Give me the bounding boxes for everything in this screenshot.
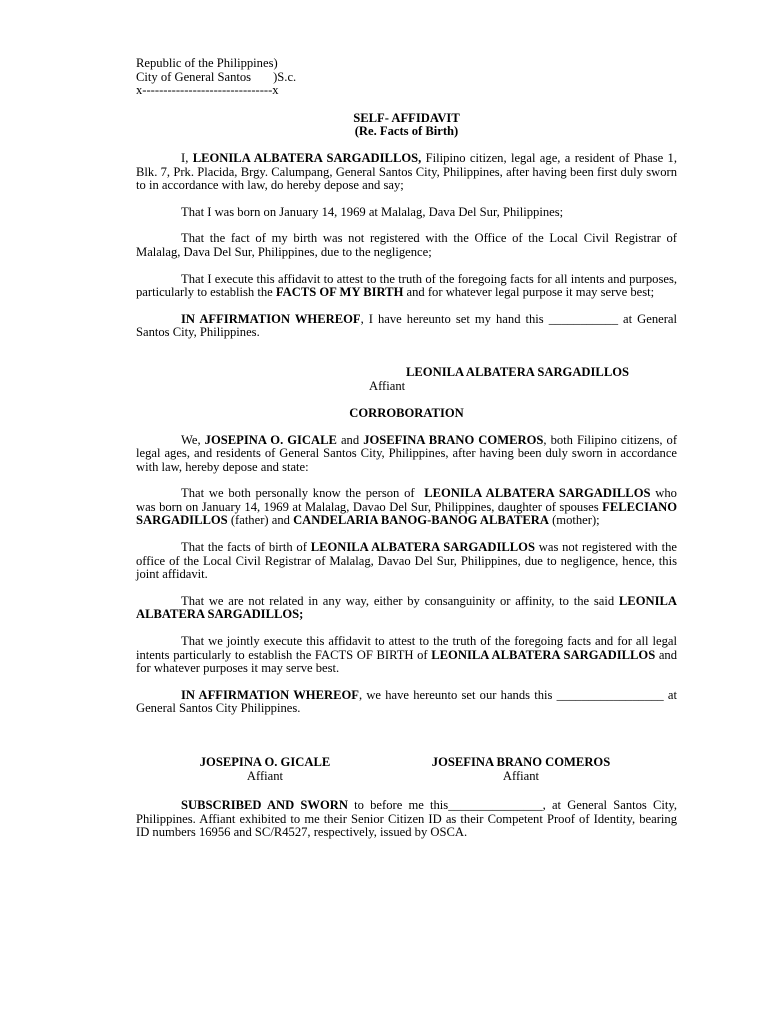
affiant-signature-block	[136, 366, 677, 394]
witness-signature-2	[416, 756, 626, 783]
text: Filipino citizen, legal age, a resident of Phase 1, Blk. 7, Prk. Placida, Brgy. Calumpang, General Santos City, Philippines, after having been first duly sworn to in accordance with law, do hereby depose and say;	[136, 150, 677, 193]
person-name: LEONILA ALBATERA SARGADILLOS	[310, 540, 535, 555]
paragraph-purpose	[136, 273, 677, 300]
witness-signature-name: JOSEPINA O. GICALE	[199, 755, 331, 769]
venue-line-city: City of General Santos )S.c.	[136, 69, 297, 84]
paragraph-not-registered: That the fact of my birth was not registered with the Office of the Local Civil Registrar of Malalag, Dava Del Sur, Philippines, due to the negligence;	[136, 231, 677, 259]
witness-signature-role: Affiant	[246, 768, 284, 783]
corroboration-title: CORROBORATION	[349, 405, 464, 420]
text: (father) and	[227, 513, 294, 528]
corroboration-affirmation	[136, 689, 677, 716]
person-name: LEONILA ALBATERA SARGADILLOS	[424, 486, 651, 501]
venue-line-rule: x-------------------------------x	[136, 83, 279, 98]
corroboration-not-registered	[136, 541, 677, 582]
witness-signature-role: Affiant	[502, 768, 540, 783]
text: and for whatever purposes it may serve best.	[136, 647, 677, 676]
jurat-paragraph	[136, 799, 677, 840]
emphasis: SUBSCRIBED AND SWORN	[181, 798, 348, 812]
witness-signature-name: JOSEFINA BRANO COMEROS	[431, 755, 611, 769]
affiant-name: LEONILA ALBATERA SARGADILLOS,	[192, 150, 422, 165]
text: , I have hereunto set my hand this ___________ at General Santos City, Philippines.	[136, 311, 677, 340]
text: That I execute this affidavit to attest to the truth of the foregoing facts for all intents and purposes, particularly to establish the	[136, 271, 677, 300]
text: and	[336, 432, 364, 447]
text: That we are not related in any way, either by consanguinity or affinity, to the said	[181, 593, 619, 608]
person-name: LEONILA ALBATERA SARGADILLOS;	[136, 593, 677, 622]
document-subtitle: (Re. Facts of Birth)	[354, 124, 459, 139]
text: I,	[181, 150, 193, 165]
text: , we have hereunto set our hands this _________________ at General Santos City Philippines.	[136, 687, 678, 716]
corroboration-intro	[136, 434, 677, 475]
text: (mother);	[548, 513, 600, 528]
text: who was born on January 14, 1969 at Malalag, Davao Del Sur, Philippines, daughter of spouses	[136, 486, 677, 514]
emphasis: IN AFFIRMATION WHEREOF	[181, 311, 361, 326]
affidavit-page	[136, 57, 677, 840]
paragraph-birth: That I was born on January 14, 1969 at Malalag, Dava Del Sur, Philippines;	[181, 204, 564, 219]
text: We,	[181, 432, 205, 447]
paragraph-identity	[136, 152, 677, 193]
text: to before me this_______________, at General Santos City, Philippines. Affiant exhibited to me their Senior Citizen ID as their Competent Proof of Identity, bearing ID numbers 16956 and SC/R4527, respectively, issued by OSCA.	[136, 798, 677, 840]
witness-name: JOSEPINA O. GICALE	[204, 432, 337, 447]
text: , both Filipino citizens, of legal ages, and residents of General Santos City, Philippines, after having been duly sworn in accordance with law, hereby depose and state:	[136, 432, 678, 474]
venue-line-republic: Republic of the Philippines)	[136, 56, 278, 70]
mother-name: CANDELARIA BANOG-BANOG ALBATERA	[293, 513, 549, 528]
venue-header	[136, 57, 677, 98]
text: That we jointly execute this affidavit to attest to the truth of the foregoing facts and for all legal intents particularly to establish the FACTS OF BIRTH of	[136, 634, 677, 662]
document-title: SELF- AFFIDAVIT	[353, 110, 460, 125]
text: That the facts of birth of	[181, 540, 311, 555]
text: and for whatever legal purpose it may serve best;	[403, 285, 655, 300]
affiant-signature-name: LEONILA ALBATERA SARGADILLOS	[406, 364, 630, 379]
text: was not registered with the office of the Local Civil Registrar of Malalag, Davao Del Sur, Philippines, due to negligence, hence, this joint affidavit.	[136, 540, 677, 582]
corroboration-knowledge	[136, 487, 677, 528]
corroboration-not-related	[136, 595, 677, 622]
father-name: FELECIANO SARGADILLOS	[136, 499, 677, 528]
paragraph-affirmation	[136, 313, 677, 340]
witness-signature-block	[136, 756, 677, 786]
emphasis: IN AFFIRMATION WHEREOF	[181, 687, 359, 702]
person-name: LEONILA ALBATERA SARGADILLOS	[431, 647, 656, 662]
corroboration-purpose	[136, 635, 677, 676]
witness-signature-1	[189, 756, 341, 783]
affiant-signature-role: Affiant	[369, 378, 406, 393]
emphasis: FACTS OF MY BIRTH	[275, 285, 404, 300]
witness-name: JOSEFINA BRANO COMEROS	[363, 432, 544, 447]
text: That we both personally know the person of	[181, 486, 420, 501]
